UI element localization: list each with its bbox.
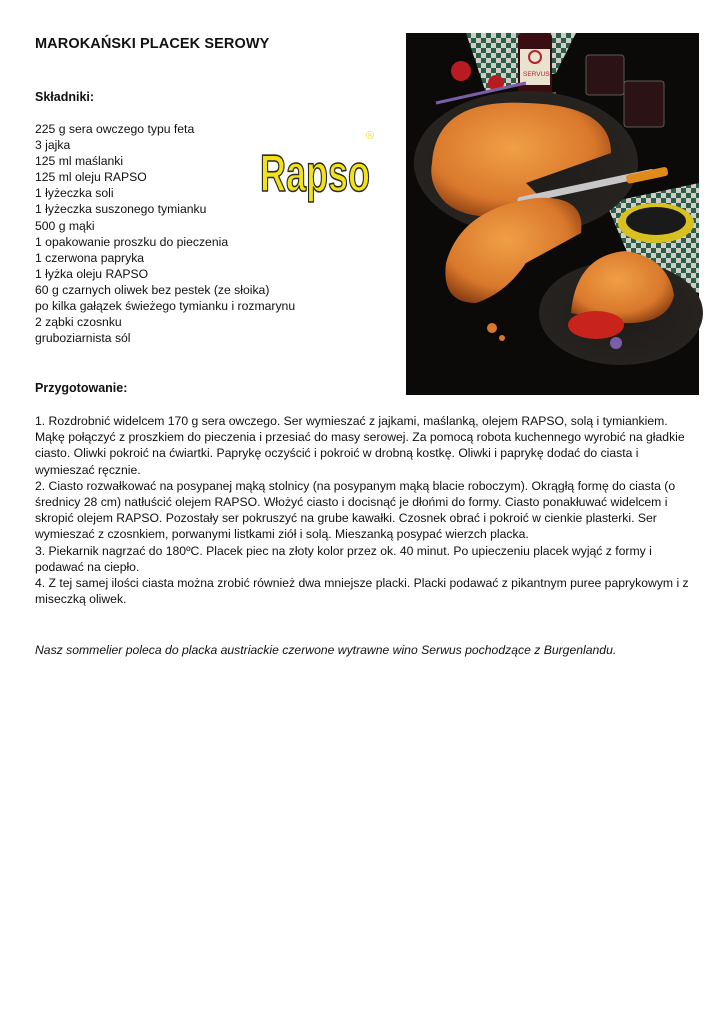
ingredient-item: po kilka gałązek świeżego tymianku i rozmarynu (35, 299, 296, 314)
preparation-step: 3. Piekarnik nagrzać do 180ºC. Placek piec na złoty kolor przez ok. 40 minut. Po upieczeniu placek wyjąć z formy i podawać na ciepło. (35, 543, 652, 574)
herb-flower (610, 337, 622, 349)
preparation-step: 4. Z tej samej ilości ciasta można zrobić również dwa mniejsze placki. Placki podawać z pikantnym puree paprykowym i z miseczką oliwek. (35, 576, 689, 607)
ingredient-item: 1 opakowanie proszku do pieczenia (35, 234, 229, 249)
recipe-title: MAROKAŃSKI PLACEK SEROWY (35, 36, 270, 52)
ingredient-item: 1 czerwona papryka (35, 250, 145, 265)
ingredient-item: 225 g sera owczego typu feta (35, 122, 195, 136)
ingredient-item: 2 ząbki czosnku (35, 315, 122, 330)
ingredient-item: 60 g czarnych oliwek bez pestek (ze słoika) (35, 282, 270, 297)
preparation-steps (35, 413, 695, 607)
wine-glass-1 (586, 55, 624, 95)
rapso-logo (254, 125, 382, 205)
ingredient-item: 125 ml oleju RAPSO (35, 170, 147, 185)
registered-mark: ® (366, 130, 375, 142)
bottle-label (520, 49, 550, 85)
ingredient-item: 3 jajka (35, 138, 71, 153)
ingredients-heading: Składniki: (35, 90, 95, 104)
ingredient-item: 1 łyżeczka soli (35, 186, 114, 201)
wine-glass-2 (624, 81, 664, 127)
rapso-logo-text: Rapso (260, 145, 370, 203)
olives (626, 207, 686, 235)
preparation-heading: Przygotowanie: (35, 381, 128, 395)
sommelier-note: Nasz sommelier poleca do placka austriackie czerwone wytrawne wino Serwus pochodzące z Burgenlandu. (35, 643, 617, 657)
ingredient-item: 1 łyżka oleju RAPSO (35, 266, 149, 281)
preparation-step: 2. Ciasto rozwałkować na posypanej mąką stolnicy (na posypanym mąką blacie roboczym). Okrągłą formę do ciasta (o średnicy 28 cm) natłuścić olejem RAPSO. Włożyć ciasto i docisnąć je dłońmi do formy. Ciasto ponakłuwać widelcem i skropić olejem RAPSO. Pozostały ser pokruszyć na grube kawałki. Czosnek obrać i pokroić w cienkie plasterki. Ser wymieszać z czosnkiem, porwanymi listkami ziół i solą. Mieszanką posypać wierzch placka. (35, 478, 676, 542)
ingredient-item: 125 ml maślanki (35, 154, 124, 169)
ingredient-item: gruboziarnista sól (35, 331, 131, 346)
recipe-photo (406, 33, 699, 395)
ingredient-item: 500 g mąki (35, 218, 95, 233)
bottle-label-text: SERVUS (523, 71, 550, 78)
ingredient-item: 1 łyżeczka suszonego tymianku (35, 202, 207, 217)
tomato (451, 61, 471, 81)
pepper-puree (568, 311, 624, 339)
preparation-step: 1. Rozdrobnić widelcem 170 g sera owczego. Ser wymieszać z jajkami, maślanką, olejem RAPSO, solą i tymiankiem. Mąkę połączyć z proszkiem do pieczenia i przesiać do masy serowej. Za pomocą robota kuchennego wyrobić na gładkie ciasto. Oliwki pokroić na ćwiartki. Paprykę oczyścić i pokroić w drobną kostkę. Oliwki i paprykę dodać do ciasta i wymieszać ręcznie. (35, 414, 685, 477)
bread-crumb (487, 323, 497, 333)
bread-crumb (499, 335, 505, 341)
